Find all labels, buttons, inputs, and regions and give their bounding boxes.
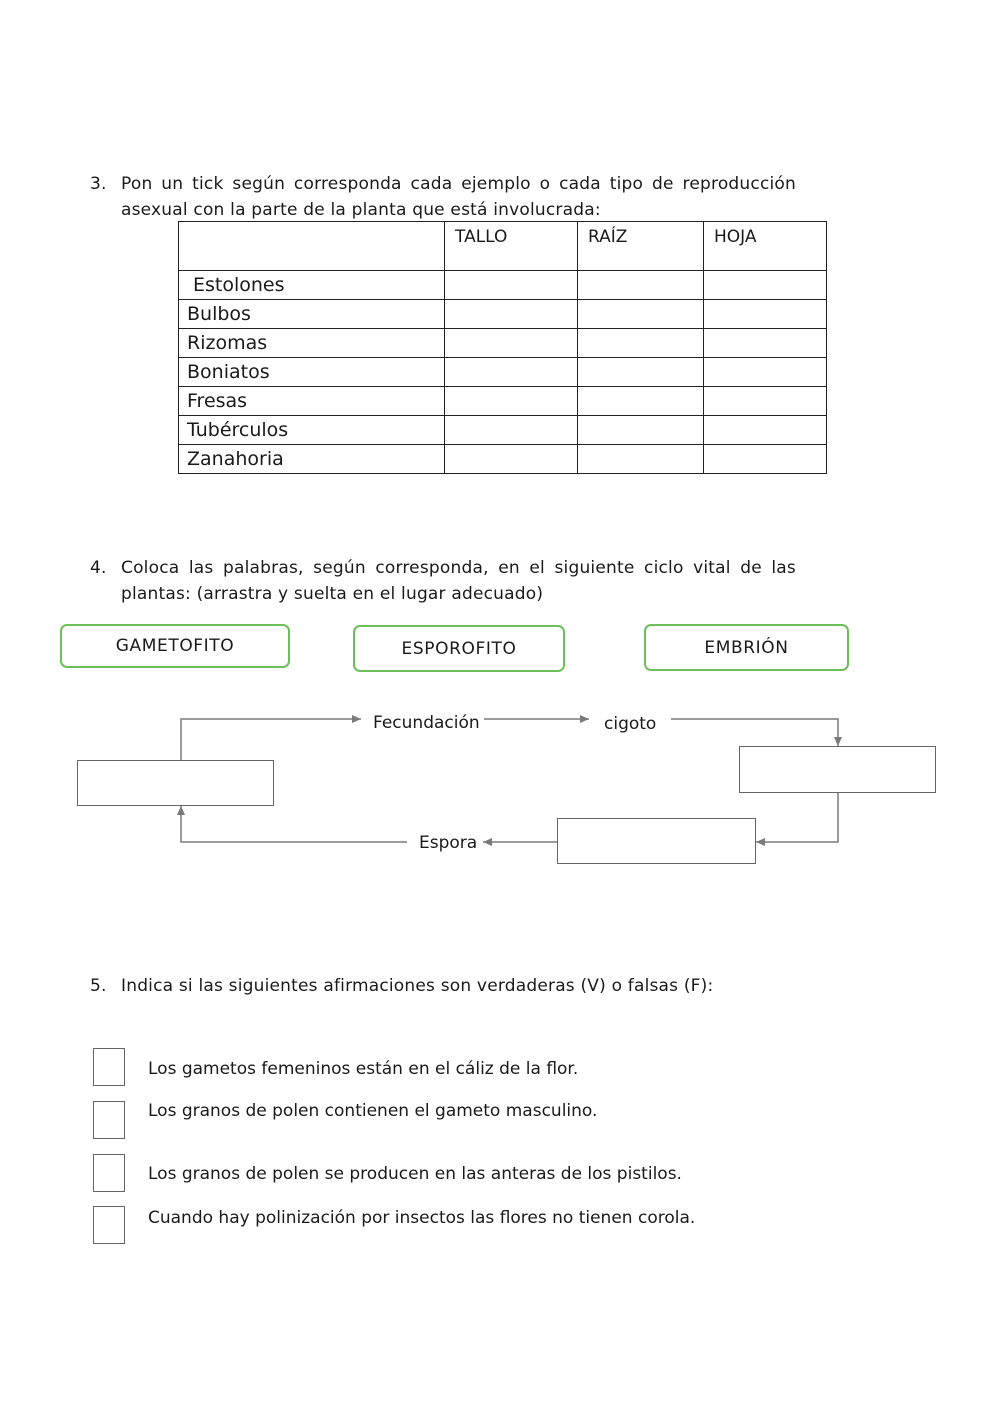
- answer-box[interactable]: [93, 1154, 125, 1192]
- question-5-prompt: Indica si las siguientes afirmaciones son verdaderas (V) o falsas (F):: [121, 976, 714, 996]
- answer-box[interactable]: [93, 1101, 125, 1139]
- row-label: Tubérculos: [179, 416, 445, 445]
- arrow-to-left-box: [181, 806, 407, 842]
- statement: Los granos de polen se producen en las anteras de los pistilos.: [148, 1164, 682, 1184]
- label-cigoto: cigoto: [604, 714, 657, 734]
- statement: Los gametos femeninos están en el cáliz de la flor.: [148, 1059, 579, 1079]
- question-number: 3.: [90, 174, 107, 194]
- statement: Cuando hay polinización por insectos las flores no tienen corola.: [148, 1208, 696, 1228]
- arrow-to-bottom-box: [756, 793, 838, 842]
- label-espora: Espora: [419, 833, 478, 853]
- word-tile-embrion[interactable]: EMBRIÓN: [644, 624, 849, 671]
- row-label: Boniatos: [179, 358, 445, 387]
- row-label: Bulbos: [179, 300, 445, 329]
- question-number: 5.: [90, 976, 107, 996]
- row-label: Rizomas: [179, 329, 445, 358]
- drop-box-left[interactable]: [77, 760, 274, 806]
- question-3-line-1: Pon un tick según corresponda cada ejemplo o cada tipo de reproducción: [121, 174, 796, 194]
- answer-box[interactable]: [93, 1048, 125, 1086]
- question-4-line-1: Coloca las palabras, según corresponda, en el siguiente ciclo vital de las: [121, 558, 796, 578]
- question-4-line-2: plantas: (arrastra y suelta en el lugar adecuado): [121, 584, 544, 604]
- row-label: Estolones: [179, 271, 445, 300]
- drop-box-bottom[interactable]: [557, 818, 756, 864]
- arrow-to-fecundacion: [181, 719, 361, 760]
- question-number: 4.: [90, 558, 107, 578]
- drop-box-top-right[interactable]: [739, 746, 936, 793]
- row-label: Zanahoria: [179, 445, 445, 474]
- word-tile-gametofito[interactable]: GAMETOFITO: [60, 624, 290, 668]
- arrow-to-top-right-box: [671, 719, 838, 746]
- question-3-line-2: asexual con la parte de la planta que está involucrada:: [121, 200, 601, 220]
- word-tile-esporofito[interactable]: ESPOROFITO: [353, 625, 565, 672]
- table-header-tallo: TALLO: [445, 222, 578, 271]
- table-header-hoja: HOJA: [704, 222, 827, 271]
- label-fecundacion: Fecundación: [373, 713, 480, 733]
- answer-box[interactable]: [93, 1206, 125, 1244]
- statement: Los granos de polen contienen el gameto masculino.: [148, 1101, 598, 1121]
- table-header-raiz: RAÍZ: [578, 222, 704, 271]
- row-label: Fresas: [179, 387, 445, 416]
